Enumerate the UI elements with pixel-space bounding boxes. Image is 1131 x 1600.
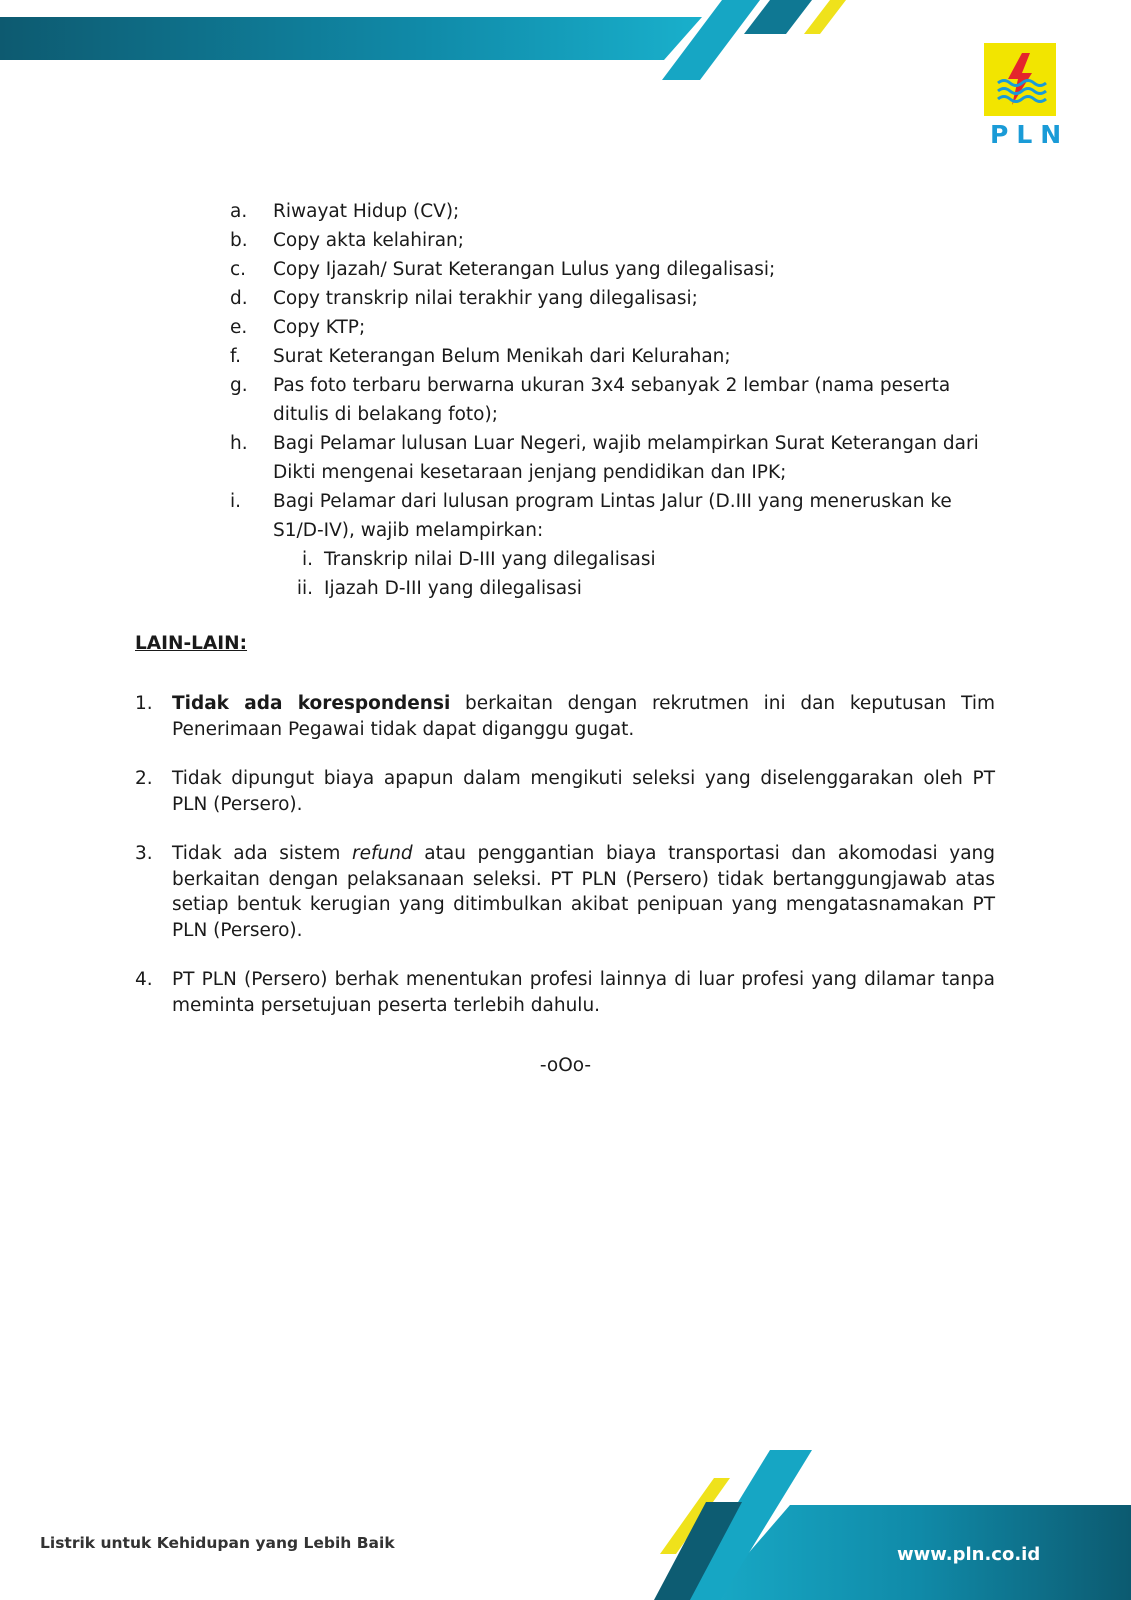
list-item — [230, 255, 995, 284]
sub-list-item — [273, 545, 995, 574]
list-item — [230, 487, 995, 603]
list-marker: i. — [230, 491, 242, 512]
footer-tagline: Listrik untuk Kehidupan yang Lebih Baik — [40, 1534, 395, 1552]
list-text: Transkrip nilai D-III yang dilegalisasi — [324, 549, 656, 570]
list-text: Copy KTP; — [273, 317, 366, 338]
sub-list-item — [273, 574, 995, 603]
note-text: atau penggantian biaya transportasi dan akomodasi yang berkaitan dengan pelaksanaan seleksi. PT PLN (Persero) tidak bertanggungjawab atas setiap bentuk kerugian yang ditimbulkan akibat penipuan yang mengatasnamakan PT PLN (Persero). — [172, 843, 995, 941]
list-text: Pas foto terbaru berwarna ukuran 3x4 sebanyak 2 lembar (nama peserta ditulis di belakang foto); — [273, 375, 951, 425]
list-marker: c. — [230, 259, 247, 280]
list-text: Bagi Pelamar lulusan Luar Negeri, wajib melampirkan Surat Keterangan dari Dikti mengenai kesetaraan jenjang pendidikan dan IPK; — [273, 433, 979, 483]
list-marker: g. — [230, 375, 248, 396]
note-item — [135, 766, 995, 817]
note-number: 1. — [135, 693, 153, 714]
list-item — [230, 313, 995, 342]
note-item — [135, 691, 995, 742]
list-item — [230, 226, 995, 255]
list-marker: i. — [301, 549, 313, 570]
sub-list — [273, 545, 995, 603]
list-marker: b. — [230, 230, 248, 251]
list-item — [230, 371, 995, 429]
note-number: 3. — [135, 843, 153, 864]
list-text: Copy transkrip nilai terakhir yang dilegalisasi; — [273, 288, 698, 309]
list-marker: f. — [230, 346, 242, 367]
list-text: Riwayat Hidup (CV); — [273, 201, 460, 222]
list-marker: e. — [230, 317, 248, 338]
list-text: Ijazah D-III yang dilegalisasi — [324, 578, 582, 599]
header-band — [0, 17, 702, 60]
list-marker: h. — [230, 433, 248, 454]
list-item — [230, 342, 995, 371]
note-item — [135, 967, 995, 1018]
note-text: Tidak dipungut biaya apapun dalam mengikuti seleksi yang diselenggarakan oleh PT PLN (Persero). — [172, 768, 995, 815]
note-item — [135, 841, 995, 943]
list-text: Surat Keterangan Belum Menikah dari Kelurahan; — [273, 346, 731, 367]
section-heading: LAIN-LAIN: — [135, 633, 248, 654]
note-bold-text: Tidak ada korespondensi — [172, 693, 451, 714]
note-number: 2. — [135, 768, 153, 789]
lightning-waves-icon — [984, 43, 1056, 116]
list-item — [230, 284, 995, 313]
requirements-list — [230, 197, 995, 603]
header-stripe-yellow — [804, 0, 846, 34]
list-item — [230, 429, 995, 487]
note-italic-text: refund — [351, 843, 413, 864]
note-text: Tidak ada sistem — [172, 843, 352, 864]
note-text: berkaitan dengan rekrutmen ini dan keputusan Tim Penerimaan Pegawai tidak dapat diganggu gugat. — [172, 693, 995, 740]
notes-list — [135, 691, 995, 1042]
list-item — [230, 197, 995, 226]
list-marker: d. — [230, 288, 248, 309]
list-text: Copy Ijazah/ Surat Keterangan Lulus yang dilegalisasi; — [273, 259, 776, 280]
footer-banner — [0, 1450, 1131, 1600]
pln-logo — [984, 43, 1070, 149]
logo-wordmark: PLN — [990, 120, 1070, 149]
list-marker: ii. — [296, 578, 313, 599]
header-banner — [0, 0, 1131, 90]
footer-website-link[interactable]: www.pln.co.id — [897, 1544, 1041, 1565]
list-text: Copy akta kelahiran; — [273, 230, 465, 251]
note-number: 4. — [135, 969, 153, 990]
list-text: Bagi Pelamar dari lulusan program Lintas Jalur (D.III yang meneruskan ke S1/D-IV), wajib melampirkan: — [273, 491, 952, 541]
note-text: PT PLN (Persero) berhak menentukan profesi lainnya di luar profesi yang dilamar tanpa meminta persetujuan peserta terlebih dahulu. — [172, 969, 995, 1016]
list-marker: a. — [230, 201, 248, 222]
closing-mark: -oOo- — [539, 1055, 592, 1076]
